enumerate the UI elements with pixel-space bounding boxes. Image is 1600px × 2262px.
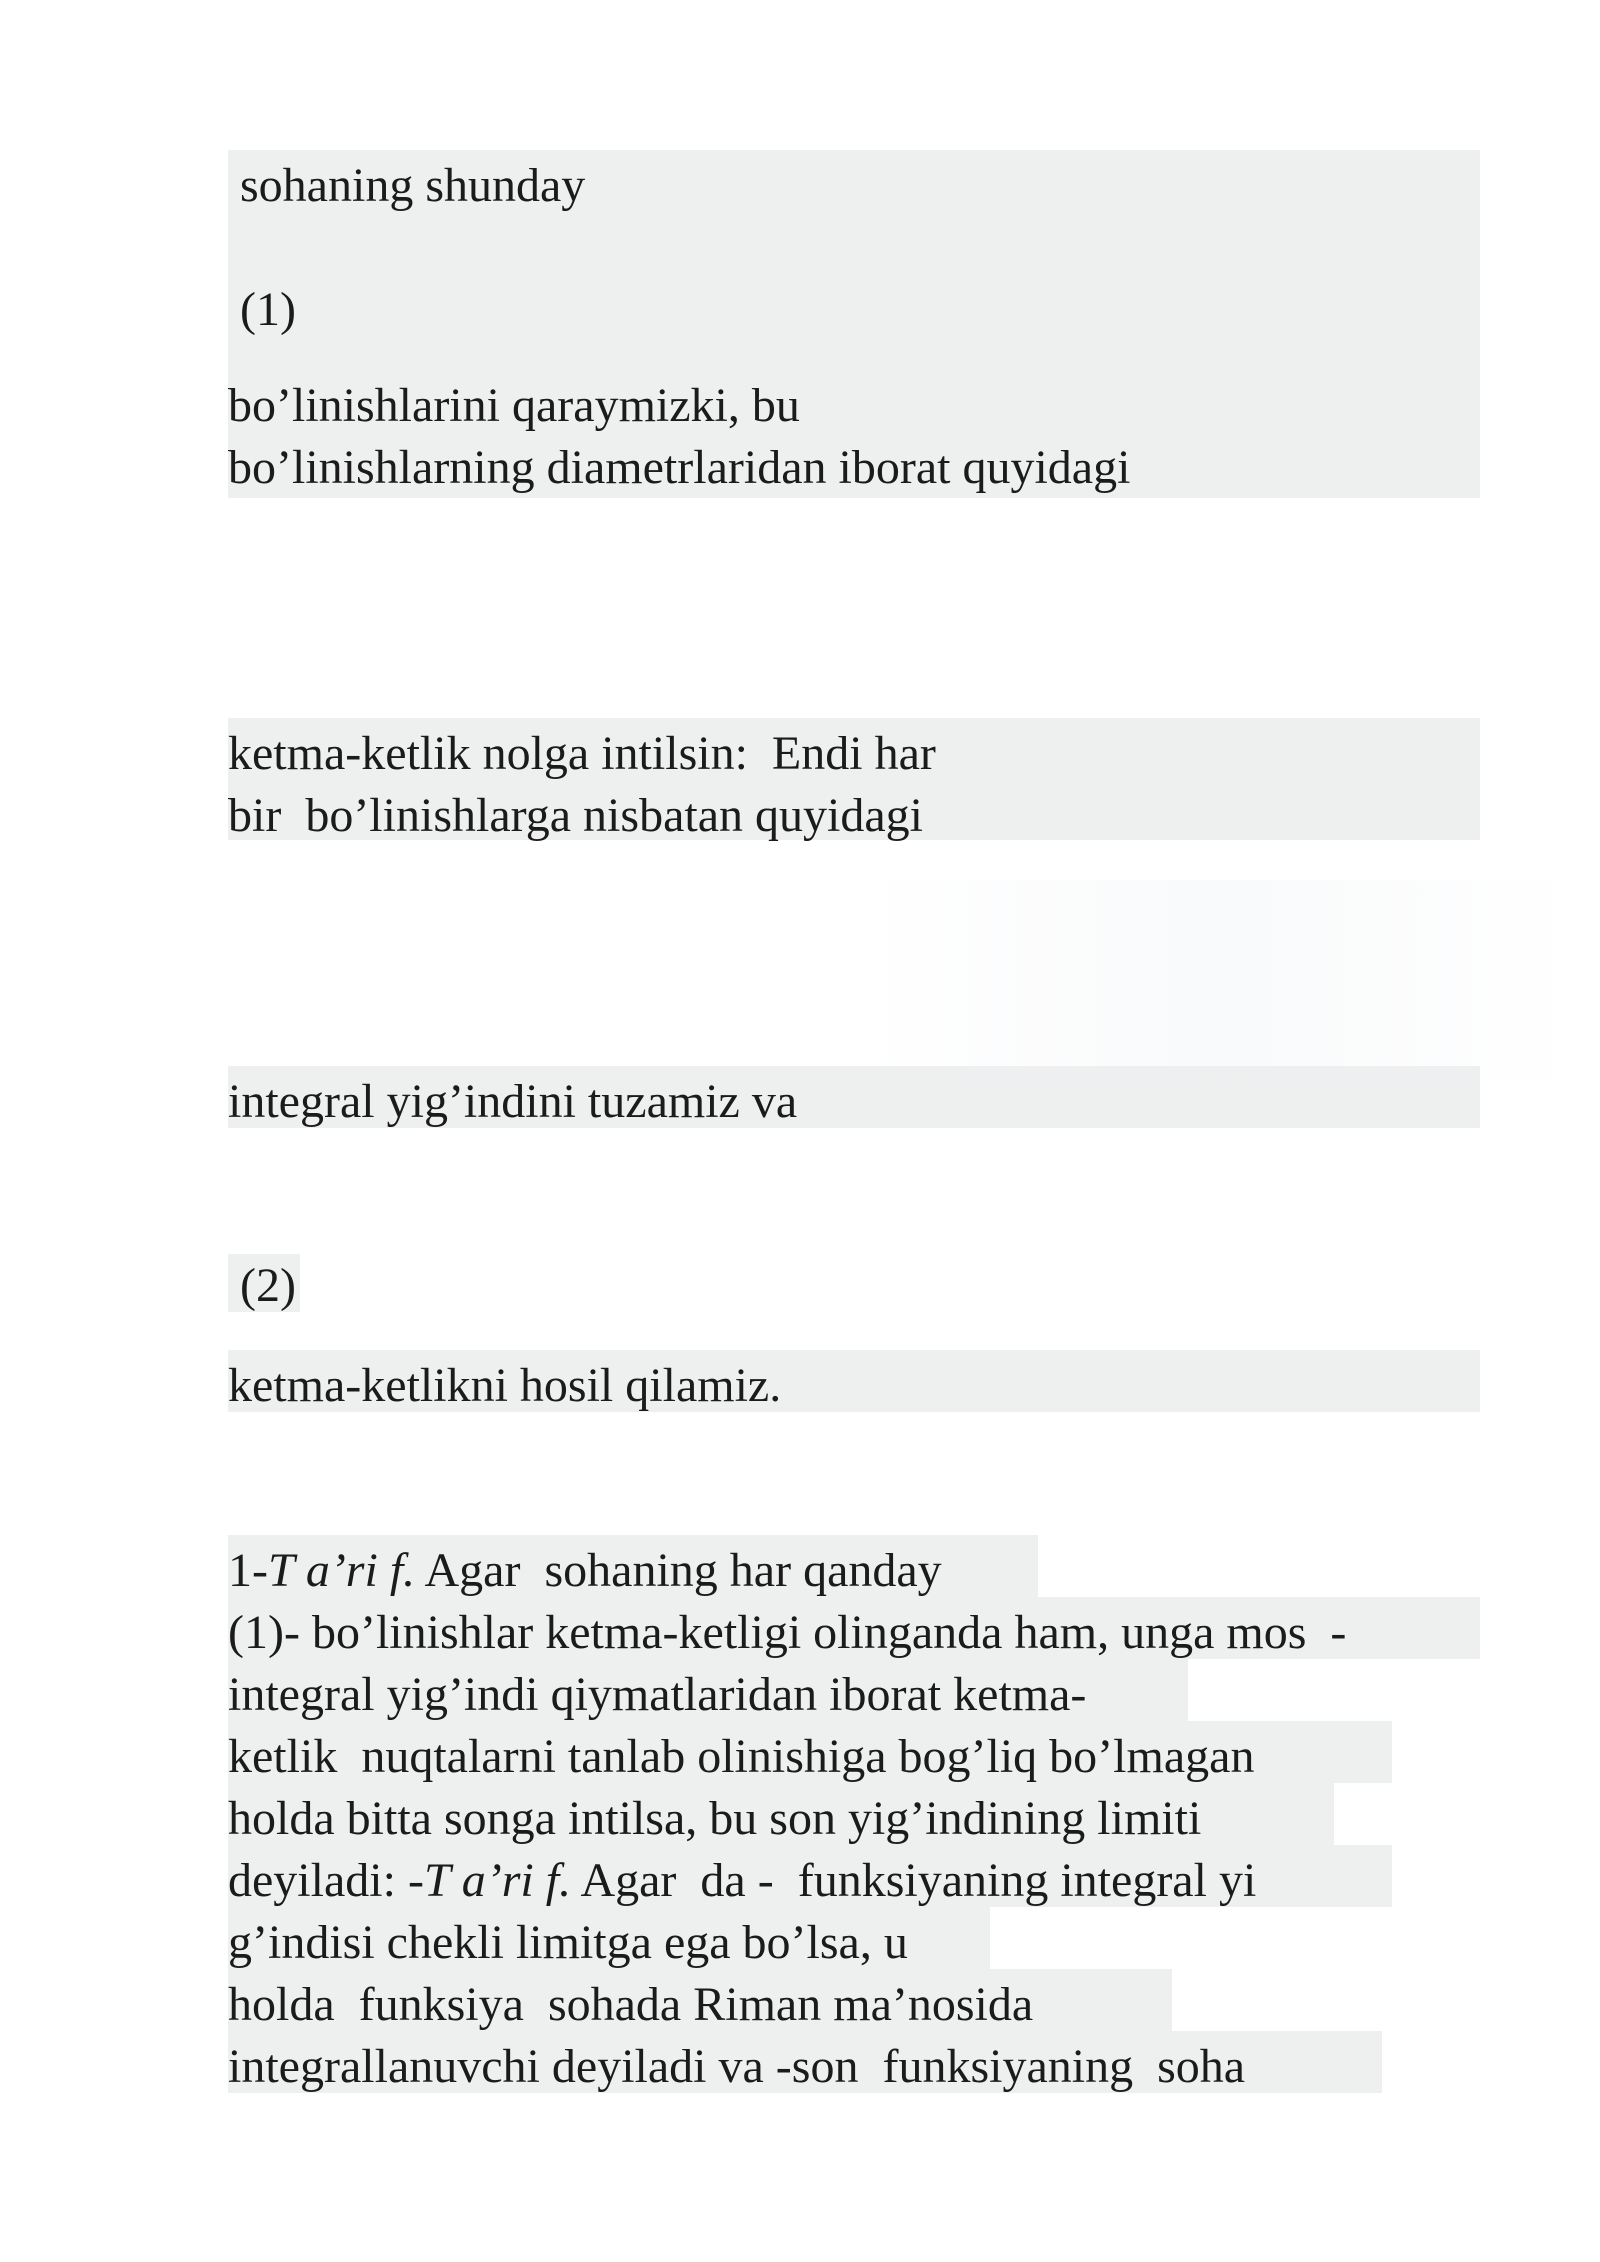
- faint-watermark: [860, 880, 1580, 1080]
- text-line: ketma-ketlikni hosil qilamiz.: [228, 1359, 782, 1412]
- text-span: 1-: [228, 1544, 268, 1597]
- text-line: ketma-ketlik nolga intilsin: Endi har: [228, 727, 936, 780]
- text-line: bir bo’linishlarga nisbatan quyidagi: [228, 789, 923, 842]
- definition-label: T a’ri f.: [423, 1854, 572, 1907]
- text-line: integral yig’indini tuzamiz va: [228, 1075, 798, 1128]
- definition-line: (1)- bo’linishlar ketma-ketligi olinganda ham, unga mos -: [228, 1606, 1347, 1659]
- text-line: bo’linishlarning diametrlaridan iborat quyidagi: [228, 441, 1131, 494]
- text-span: deyiladi: -: [228, 1854, 424, 1907]
- equation-number: (1): [240, 283, 296, 336]
- text-span: Agar sohaning har qanday: [415, 1544, 942, 1597]
- definition-label: T a’ri f.: [267, 1544, 416, 1597]
- definition-line: holda bitta songa intilsa, bu son yig’indining limiti: [228, 1792, 1202, 1845]
- equation-number: (2): [240, 1259, 296, 1312]
- definition-line: holda funksiya sohada Riman ma’nosida: [228, 1978, 1034, 2031]
- definition-line: g’indisi chekli limitga ega bo’lsa, u: [228, 1916, 908, 1969]
- text-line: bo’linishlarini qaraymizki, bu: [228, 379, 800, 432]
- definition-line: [228, 1541, 942, 1601]
- definition-line: [228, 1851, 1256, 1911]
- definition-line: integral yig’indi qiymatlaridan iborat ketma-: [228, 1668, 1087, 1721]
- text-span: Agar da - funksiyaning integral yi: [571, 1854, 1257, 1907]
- definition-line: integrallanuvchi deyiladi va -son funksiyaning soha: [228, 2040, 1246, 2093]
- text-line: sohaning shunday: [240, 159, 586, 212]
- definition-line: ketlik nuqtalarni tanlab olinishiga bog’liq bo’lmagan: [228, 1730, 1255, 1783]
